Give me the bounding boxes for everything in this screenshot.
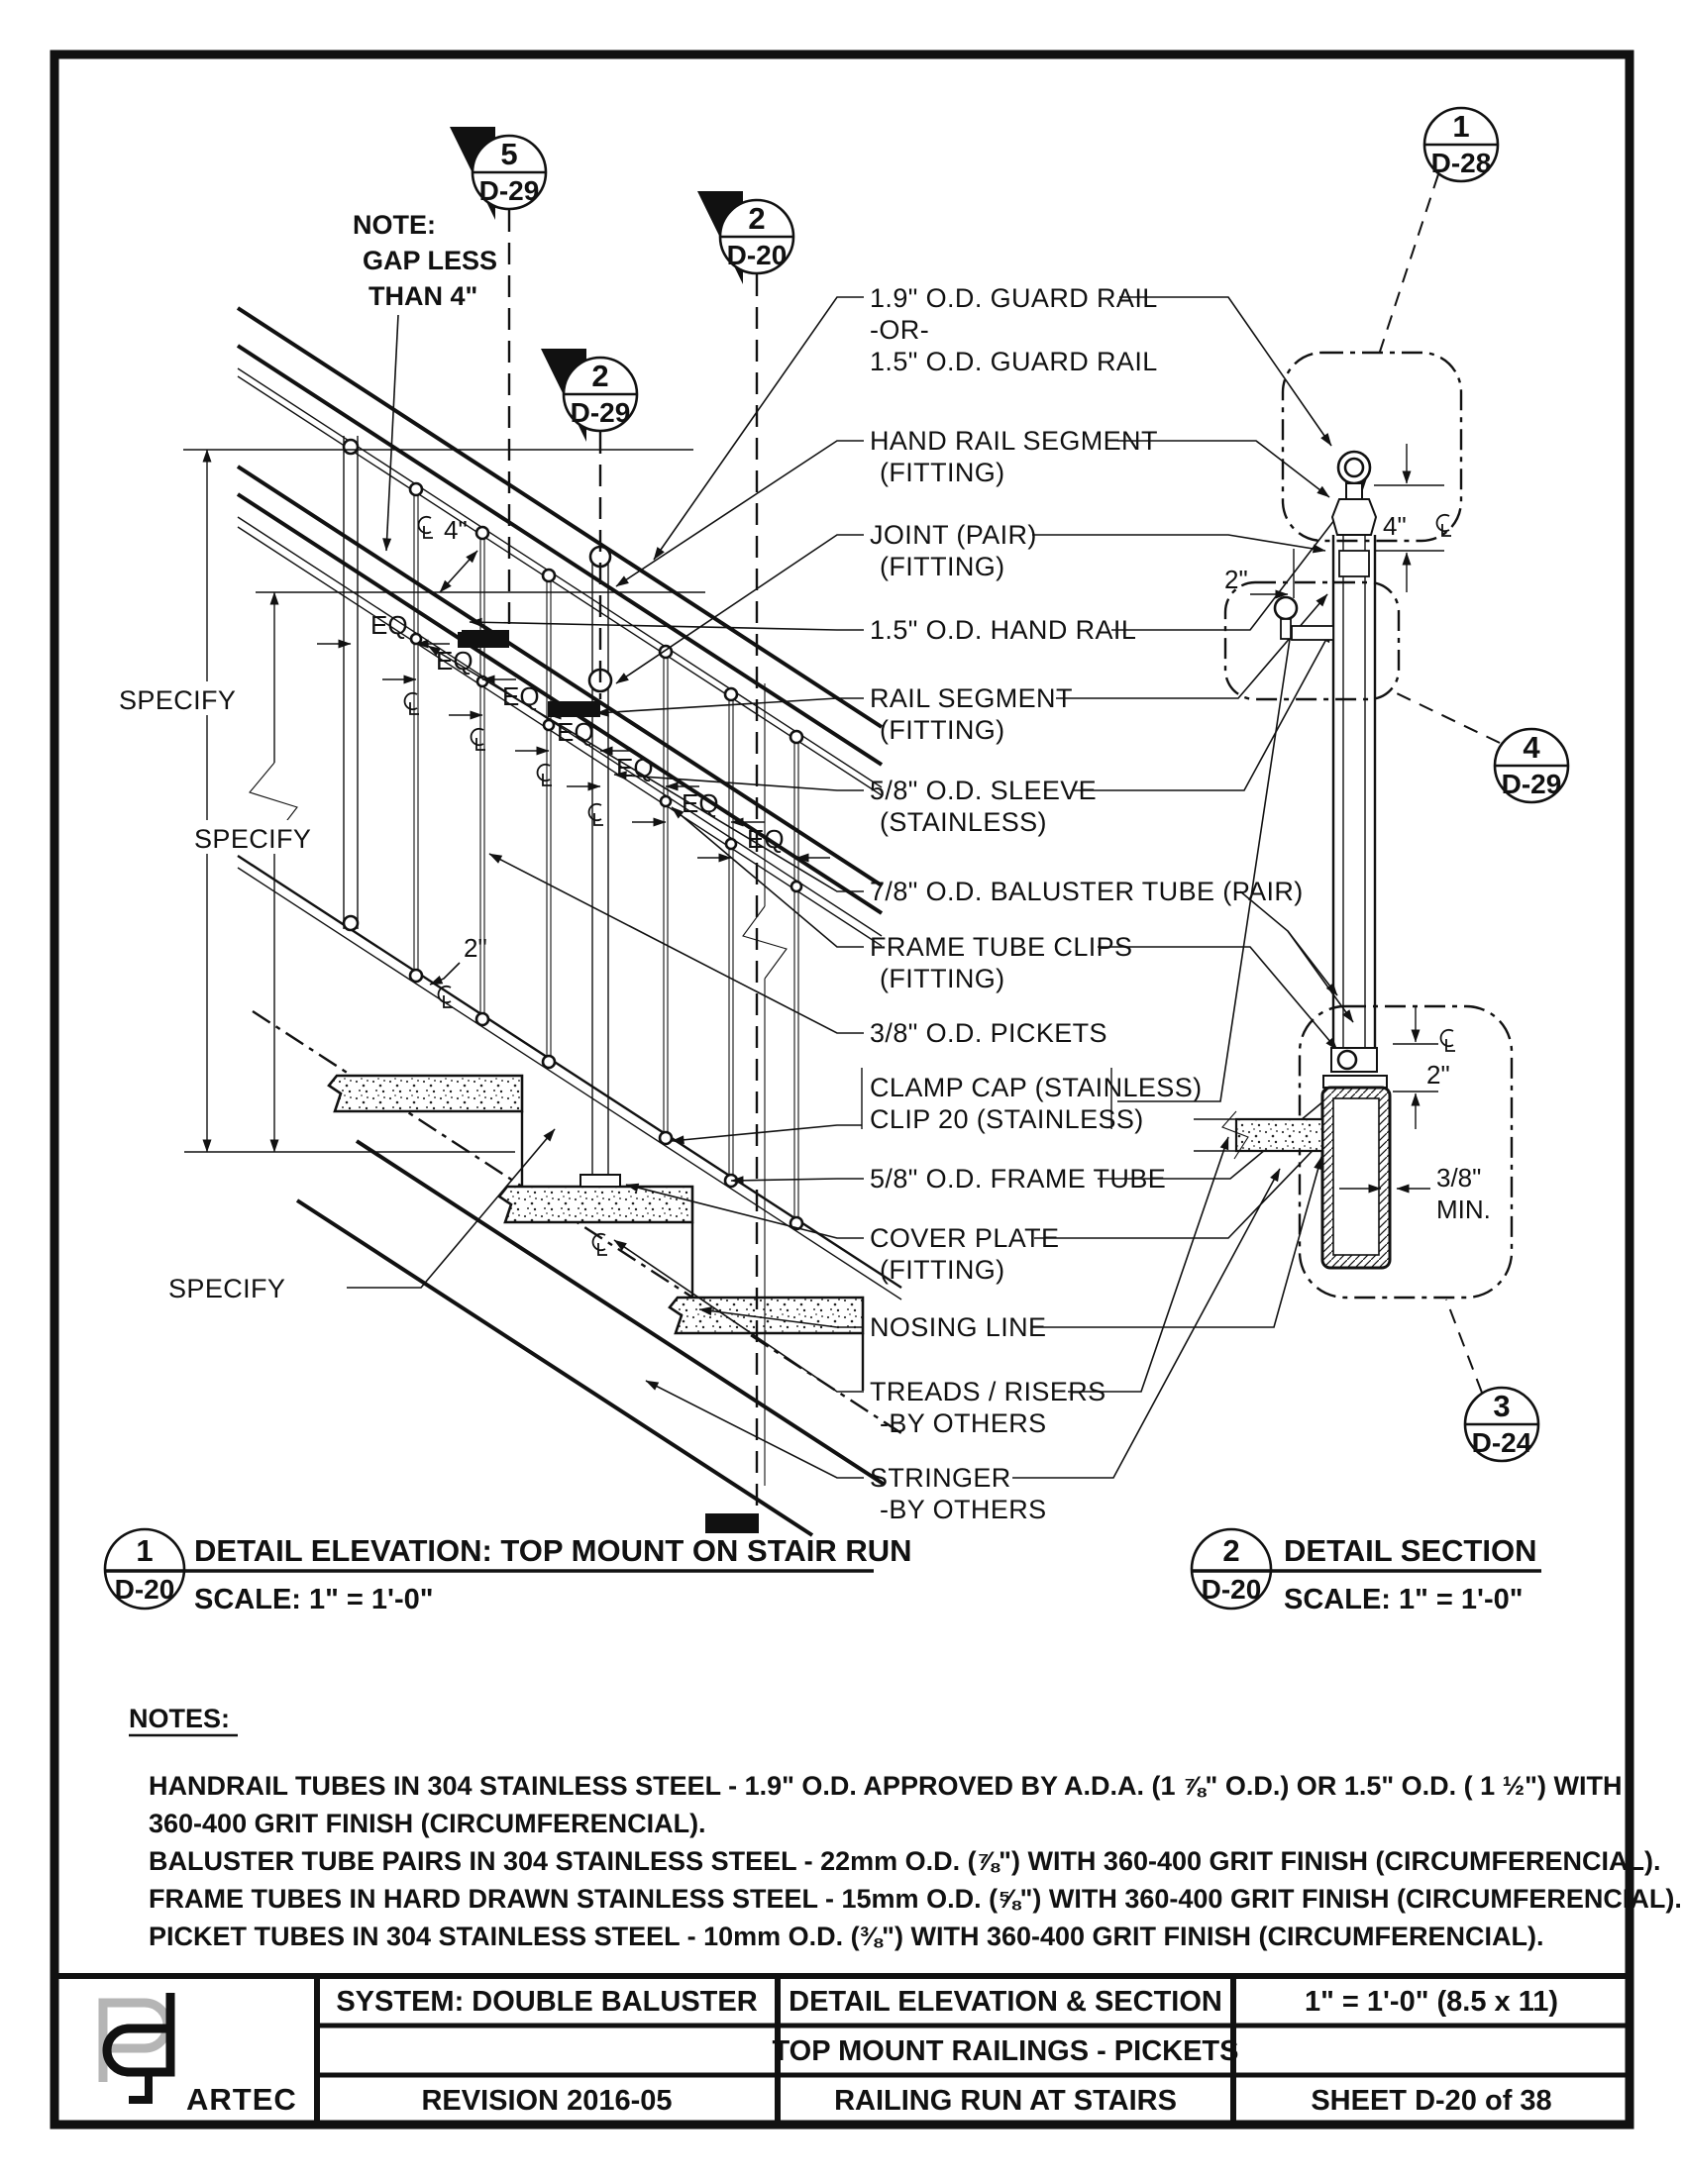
title-line-2: TOP MOUNT RAILINGS - PICKETS [772,2035,1239,2067]
sheet-number-field: SHEET D-20 of 38 [1311,2085,1552,2117]
note-item: FRAME TUBES IN HARD DRAWN STAINLESS STEEL - 15mm O.D. (⅝") WITH 360-400 GRIT FINISH (CIRCUMFERENCIAL). [149,1884,1682,1914]
svg-text:1.5" O.D. GUARD RAIL: 1.5" O.D. GUARD RAIL [870,347,1158,376]
svg-text:(FITTING): (FITTING) [880,458,1005,487]
specify-dim-label: SPECIFY [194,824,312,854]
svg-text:D-29: D-29 [1501,769,1562,799]
notes-heading: NOTES: [129,1704,231,1733]
svg-text:SCALE: 1" = 1'-0": SCALE: 1" = 1'-0" [1284,1584,1524,1615]
clamp-cap-section [1323,1048,1387,1088]
system-field: SYSTEM: DOUBLE BALUSTER [336,1986,758,2018]
note-item: PICKET TUBES IN 304 STAINLESS STEEL - 10mm O.D. (⅜") WITH 360-400 GRIT FINISH (CIRCUMFERENCIAL). [149,1922,1544,1951]
detail-2-title [1192,1529,1541,1615]
svg-text:SCALE: 1" = 1'-0": SCALE: 1" = 1'-0" [194,1584,434,1615]
note-item: HANDRAIL TUBES IN 304 STAINLESS STEEL - 1.9" O.D. APPROVED BY A.D.A. (1 ⅞" O.D.) OR 1.5" O.D. ( 1 ½") WITH [149,1771,1623,1801]
svg-text:-BY OTHERS: -BY OTHERS [880,1495,1047,1524]
svg-text:D-28: D-28 [1430,148,1492,178]
svg-text:4: 4 [1523,730,1540,765]
title-line-1: DETAIL ELEVATION & SECTION [789,1986,1222,2018]
svg-text:HAND RAIL SEGMENT: HAND RAIL SEGMENT [870,426,1158,456]
eq-label: EQ [370,610,408,640]
specify-leader-label: SPECIFY [168,1274,286,1303]
svg-text:D-29: D-29 [478,175,540,206]
specify-dim-label: SPECIFY [119,685,237,715]
svg-text:COVER PLATE: COVER PLATE [870,1223,1060,1253]
eq-label: EQ [436,646,474,676]
eq-label: EQ [557,717,594,747]
svg-text:2: 2 [1222,1533,1240,1568]
svg-text:3: 3 [1493,1389,1511,1423]
four-inch-label: 4" [1383,511,1407,541]
svg-text:D-20: D-20 [1201,1574,1262,1605]
svg-text:DETAIL SECTION: DETAIL SECTION [1284,1533,1537,1568]
svg-text:5: 5 [500,137,518,171]
svg-text:RAIL SEGMENT: RAIL SEGMENT [870,683,1073,713]
four-inch-label: 4" [444,515,468,545]
note-line: NOTE: [353,210,436,240]
svg-text:CLAMP CAP (STAINLESS): CLAMP CAP (STAINLESS) [870,1073,1203,1102]
svg-text:5/8" O.D. SLEEVE: 5/8" O.D. SLEEVE [870,776,1098,805]
note-line: THAN 4" [368,281,478,311]
section-line-end-bar [462,630,509,647]
svg-text:(STAINLESS): (STAINLESS) [880,807,1047,837]
svg-text:(FITTING): (FITTING) [880,552,1005,581]
title-line-3: RAILING RUN AT STAIRS [834,2085,1177,2117]
svg-text:CLIP 20 (STAINLESS): CLIP 20 (STAINLESS) [870,1104,1144,1134]
svg-text:DETAIL ELEVATION: TOP MOUNT ON: DETAIL ELEVATION: TOP MOUNT ON STAIR RUN [194,1533,912,1568]
two-inch-label: 2" [1224,565,1248,594]
note-item: 360-400 GRIT FINISH (CIRCUMFERENCIAL). [149,1809,706,1838]
frame-tube-section [1322,1088,1390,1268]
svg-text:D-29: D-29 [570,397,631,428]
eq-label: EQ [502,681,540,711]
svg-text:(FITTING): (FITTING) [880,1255,1005,1285]
min-dim-label: MIN. [1436,1195,1491,1224]
svg-text:JOINT (PAIR): JOINT (PAIR) [870,520,1037,550]
eq-label: EQ [682,788,719,818]
svg-text:2: 2 [748,201,766,236]
scale-field: 1" = 1'-0" (8.5 x 11) [1304,1986,1559,2018]
rail-segment-fitting [1346,483,1362,499]
svg-text:NOSING LINE: NOSING LINE [870,1312,1047,1342]
svg-text:5/8" O.D. FRAME TUBE: 5/8" O.D. FRAME TUBE [870,1164,1167,1194]
svg-text:2: 2 [591,359,609,393]
eq-label: EQ [747,824,785,854]
joint-fitting [1332,499,1376,535]
note-line: GAP LESS [363,246,498,275]
revision-field: REVISION 2016-05 [421,2085,673,2117]
svg-text:7/8" O.D. BALUSTER TUBE (PAIR): 7/8" O.D. BALUSTER TUBE (PAIR) [870,877,1304,906]
min-dim-label: 3/8" [1436,1163,1482,1193]
svg-text:3/8" O.D. PICKETS: 3/8" O.D. PICKETS [870,1018,1107,1048]
hand-rail-section-inner [1345,459,1363,476]
svg-text:1.9" O.D. GUARD RAIL: 1.9" O.D. GUARD RAIL [870,283,1158,313]
svg-text:D-20: D-20 [726,240,788,270]
two-inch-label: 2" [1426,1060,1450,1090]
svg-text:D-20: D-20 [114,1574,175,1605]
svg-text:-OR-: -OR- [870,315,930,345]
svg-text:1.5" O.D. HAND RAIL: 1.5" O.D. HAND RAIL [870,615,1137,645]
svg-text:(FITTING): (FITTING) [880,715,1005,745]
svg-text:-BY OTHERS: -BY OTHERS [880,1408,1047,1438]
svg-text:D-24: D-24 [1471,1427,1532,1458]
svg-text:1: 1 [136,1533,154,1568]
svg-text:STRINGER: STRINGER [870,1463,1011,1493]
two-inch-label: 2" [464,933,487,963]
logo-text: ARTEC [186,2082,297,2117]
note-item: BALUSTER TUBE PAIRS IN 304 STAINLESS STEEL - 22mm O.D. (⅞") WITH 360-400 GRIT FINISH (CIRCUMFERENCIAL). [149,1846,1661,1876]
svg-text:(FITTING): (FITTING) [880,964,1005,993]
svg-text:FRAME TUBE CLIPS: FRAME TUBE CLIPS [870,932,1133,962]
eq-label: EQ [616,753,654,782]
section-line-end-bar [705,1513,759,1533]
svg-text:1: 1 [1452,109,1470,144]
svg-text:TREADS / RISERS: TREADS / RISERS [870,1377,1106,1406]
